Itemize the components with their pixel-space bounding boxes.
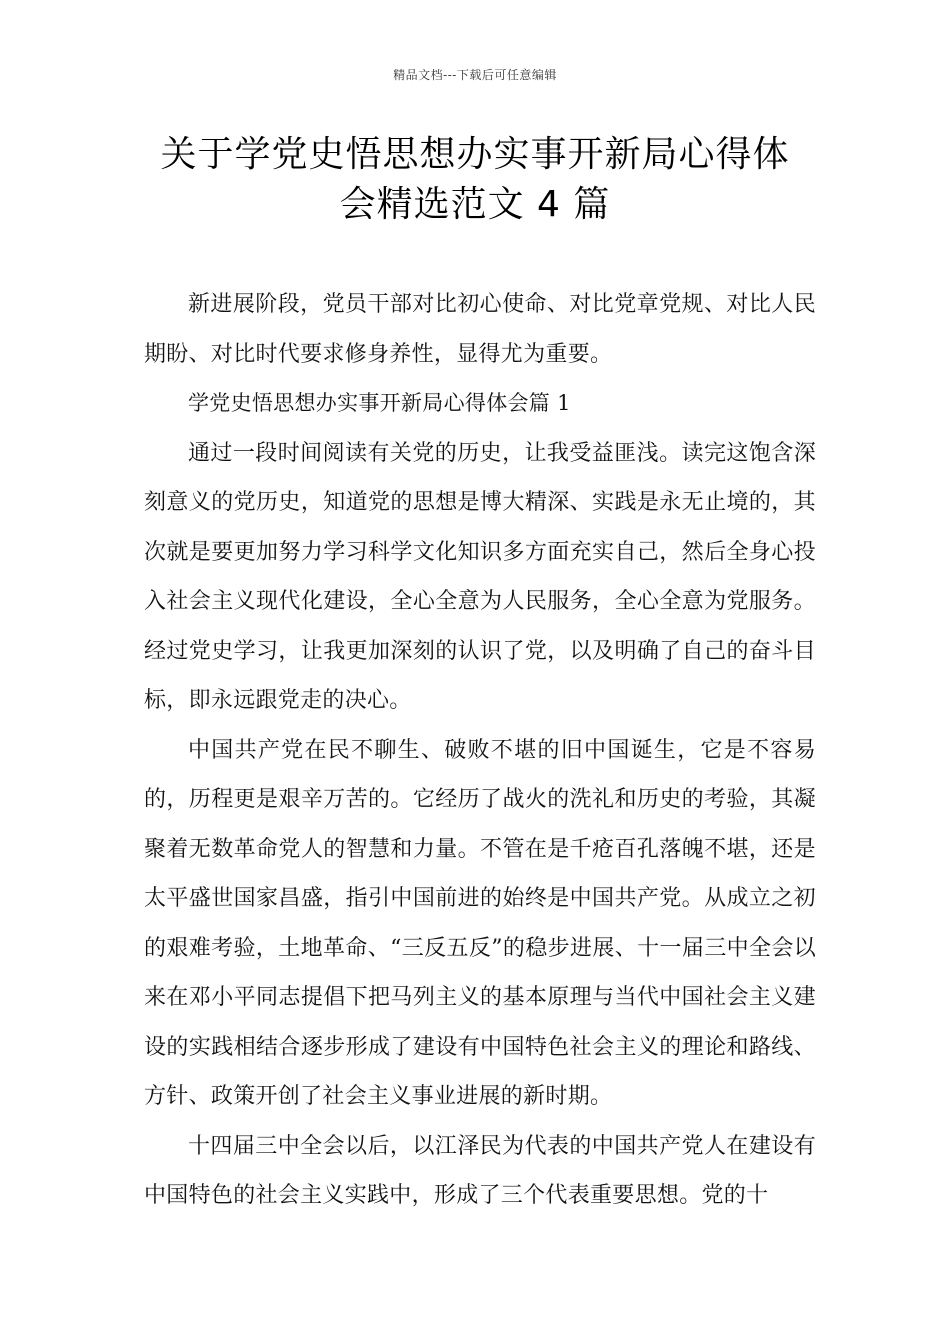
header-note: 精品文档---下载后可任意编辑 bbox=[393, 68, 557, 82]
title-line-1: 关于学党史悟思想办实事开新局心得体 bbox=[160, 134, 790, 175]
title-line-2: 会精选范文 4 篇 bbox=[339, 184, 611, 225]
body-paragraph-2: 中国共产党在民不聊生、破败不堪的旧中国诞生，它是不容易的，历程更是艰辛万苦的。它经历了战火的洗礼和历史的考验，其凝聚着无数革命党人的智慧和力量。不管在是千疮百孔落魄不堪，还是太平盛世国家昌盛，指引中国前进的始终是中国共产党。从成立之初的艰难考验，土地革命、“三反五反”的稳步进展、十一届三中全会以来在邓小平同志提倡下把马列主义的基本原理与当代中国社会主义建设的实践相结合逐步形成了建设有中国特色社会主义的理论和路线、方针、政策开创了社会主义事业进展的新时期。 bbox=[144, 737, 816, 1109]
body-paragraph-1: 通过一段时间阅读有关党的历史，让我受益匪浅。读完这饱含深刻意义的党历史，知道党的思想是博大精深、实践是永无止境的，其次就是要更加努力学习科学文化知识多方面充实自己，然后全身心投入社会主义现代化建设，全心全意为人民服务，全心全意为党服务。经过党史学习，让我更加深刻的认识了党，以及明确了自己的奋斗目标，即永远跟党走的决心。 bbox=[144, 440, 816, 713]
body-paragraph-3: 十四届三中全会以后，以江泽民为代表的中国共产党人在建设有中国特色的社会主义实践中，形成了三个代表重要思想。党的十 bbox=[144, 1133, 816, 1208]
section-heading: 学党史悟思想办实事开新局心得体会篇 1 bbox=[188, 391, 571, 415]
document-title bbox=[140, 130, 810, 230]
intro-paragraph: 新进展阶段，党员干部对比初心使命、对比党章党规、对比人民期盼、对比时代要求修身养性，显得尤为重要。 bbox=[144, 292, 816, 367]
document-body bbox=[144, 280, 816, 1221]
